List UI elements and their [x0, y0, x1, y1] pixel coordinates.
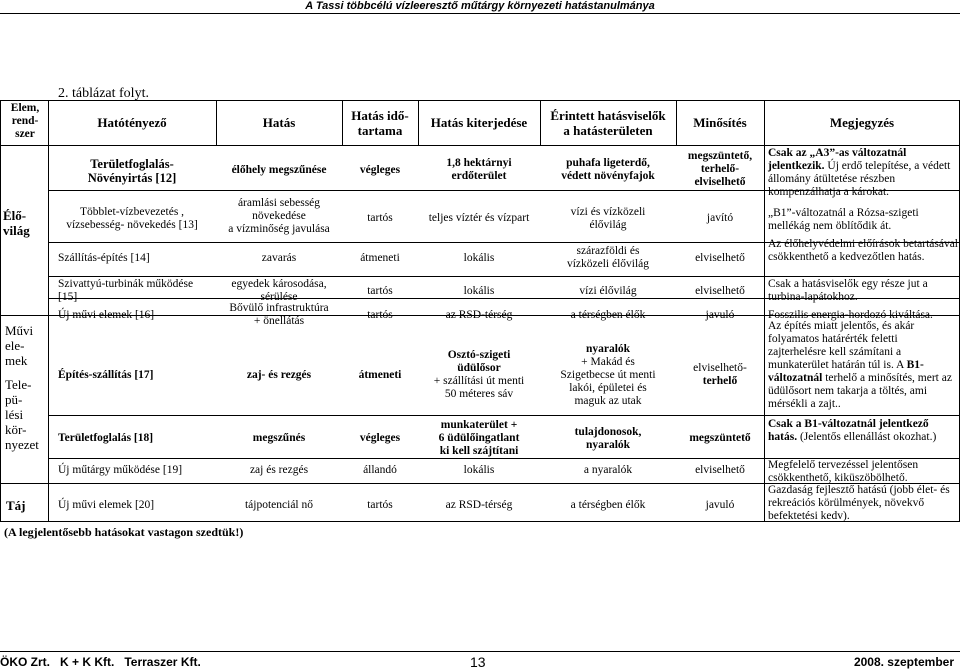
r1-note: Csak az „A3”-as változatnál jelentkezik. Új erdő telepítése, a védett állomány átültetése részben kompenzálhatja a károkat. — [768, 147, 951, 198]
r3-affected: szárazföldi és vízközeli élővilág — [566, 245, 650, 270]
r9-duration: tartós — [367, 499, 393, 511]
r4-duration: tartós — [367, 285, 393, 297]
r2-rating: javító — [706, 212, 734, 224]
r9-factor: Új művi elemek [20] — [58, 499, 155, 511]
r7-duration: végleges — [359, 432, 401, 444]
r9-note: Gazdaság fejlesztő hatású (jobb élet- és rekreációs körülmények, növekvő befektetési kedv). — [768, 484, 950, 522]
r8-affected: a nyaralók — [583, 464, 633, 476]
r3-rating: elviselhető — [695, 252, 745, 264]
r4-rating: elviselhető — [695, 285, 745, 297]
header-effect: Hatás — [262, 115, 296, 130]
r2-factor: Többlet-vízbevezetés , vízsebesség- növekedés [13] — [66, 206, 198, 231]
r4-note: Csak a hatásviselők egy része jut a turbina-lapátokhoz. — [768, 278, 928, 303]
r1-extent: 1,8 hektárnyi erdőterület — [446, 157, 512, 182]
document-header: A Tassi többcélú vízleeresztő műtárgy környezeti hatástanulmánya — [305, 0, 655, 12]
r7-affected: tulajdonosok, nyaralók — [574, 426, 642, 451]
r8-extent: lokális — [463, 464, 495, 476]
r4-effect: egyedek károsodása, sérülése — [231, 278, 327, 303]
r5-effect: Bővülő infrastruktúra + önellátás — [229, 302, 329, 327]
footer-rule — [0, 651, 960, 652]
page-number: 13 — [470, 654, 486, 670]
header-rule — [0, 13, 960, 14]
footer-date: 2008. szeptember — [853, 655, 954, 669]
r9-effect: tájpotenciál nő — [244, 499, 314, 511]
r8-factor: Új műtárgy működése [19] — [58, 464, 183, 476]
r2-effect: áramlási sebesség növekedése a vízminőség javulása — [228, 197, 330, 235]
header-duration: Hatás idő- tartama — [351, 108, 409, 138]
r3-extent: lokális — [463, 252, 495, 264]
r5-extent: az RSD-térség — [445, 309, 513, 321]
r1-duration: végleges — [359, 164, 401, 176]
r6-factor: Építés-szállítás [17] — [58, 369, 154, 381]
r7-effect: megszűnés — [252, 432, 306, 444]
r2-note: „B1”-változatnál a Rózsa-szigeti mellékág nem öblítődik át. — [768, 207, 919, 232]
r5-factor: Új művi elemek [16] — [58, 309, 155, 321]
footer-organizations: ÖKO Zrt. K + K Kft. Terraszer Kft. — [0, 655, 201, 669]
header-notes: Megjegyzés — [829, 115, 895, 130]
r9-affected: a térségben élők — [570, 499, 646, 511]
header-affected: Érintett hatásviselők a hatásterületen — [550, 108, 666, 138]
r3-effect: zavarás — [261, 252, 297, 264]
r9-rating: javuló — [705, 499, 735, 511]
r9-extent: az RSD-térség — [445, 499, 513, 511]
r1-affected: puhafa ligeterdő, védett növényfajok — [561, 157, 655, 182]
r3-factor: Szállítás-építés [14] — [58, 252, 150, 264]
r4-affected: vízi élővilág — [579, 285, 637, 297]
header-rating: Minősítés — [693, 115, 747, 130]
r1-factor: Területfoglalás- Növényirtás [12] — [87, 157, 177, 185]
r6-rating: elviselhető- terhelő — [693, 362, 747, 387]
r5-affected: a térségben élők — [570, 309, 646, 321]
r6-affected: nyaralók + Makád és Szigetbecse út menti lakói, épületei és maguk az utak — [560, 343, 656, 407]
r4-factor: Szivattyú-turbinák működése [15] — [58, 278, 194, 303]
r8-note: Megfelelő tervezéssel jelentősen csökkenthető, kiküszöbölhető. — [768, 459, 919, 484]
r4-extent: lokális — [463, 285, 495, 297]
r5-duration: tartós — [367, 309, 393, 321]
header-factor: Hatótényező — [97, 115, 167, 130]
r7-factor: Területfoglalás [18] — [58, 432, 154, 444]
r6-duration: átmeneti — [358, 369, 402, 381]
r8-effect: zaj és rezgés — [249, 464, 309, 476]
r7-note: Csak a B1-változatnál jelentkező hatás. (Jelentős ellenállást okozhat.) — [768, 418, 937, 443]
r2-affected: vízi és vízközeli élővilág — [570, 206, 646, 231]
r6-extent: Osztó-szigeti üdülősor + szállítási út menti 50 méteres sáv — [433, 349, 525, 400]
r5-note: Fosszilis energia-hordozó kiváltása. — [768, 309, 933, 321]
r6-effect: zaj- és rezgés — [246, 369, 312, 381]
group-taj: Táj — [6, 498, 26, 513]
r1-rating: megszüntető, terhelő- elviselhető — [687, 150, 753, 188]
header-category: Elem, rend- szer — [10, 102, 40, 140]
r6-note: Az építés miatt jelentős, és akár folyamatos határérték feletti zajterhelésre kell számítani a munkaterület határán túl is. A B1-változatnál terhelő a minősítés, mert az üdülősort nem takarja a töltés, ami mérsékli a zajt.. — [768, 320, 952, 410]
r3-note: Az élőhelyvédelmi előírások betartásával csökkenthető a kedvezőtlen hatás. — [768, 238, 958, 263]
group-muvi: Művi ele- mek Tele- pü- lési kör- nyezet — [5, 323, 39, 452]
group-elovilag: Élő- világ — [3, 208, 30, 238]
r5-rating: javuló — [705, 309, 735, 321]
r8-duration: állandó — [363, 464, 397, 476]
r1-effect: élőhely megszűnése — [231, 164, 327, 176]
r7-rating: megszüntető — [689, 432, 751, 444]
r2-extent: teljes víztér és vízpart — [428, 212, 530, 224]
header-extent: Hatás kiterjedése — [430, 115, 528, 130]
table-caption: 2. táblázat folyt. — [58, 86, 149, 101]
r2-duration: tartós — [367, 212, 393, 224]
r3-duration: átmeneti — [360, 252, 400, 264]
table-legend: (A legjelentősebb hatásokat vastagon szedtük!) — [4, 525, 244, 539]
r8-rating: elviselhető — [695, 464, 745, 476]
r7-extent: munkaterület + 6 üdülőingatlant ki kell szájtítani — [438, 419, 520, 457]
